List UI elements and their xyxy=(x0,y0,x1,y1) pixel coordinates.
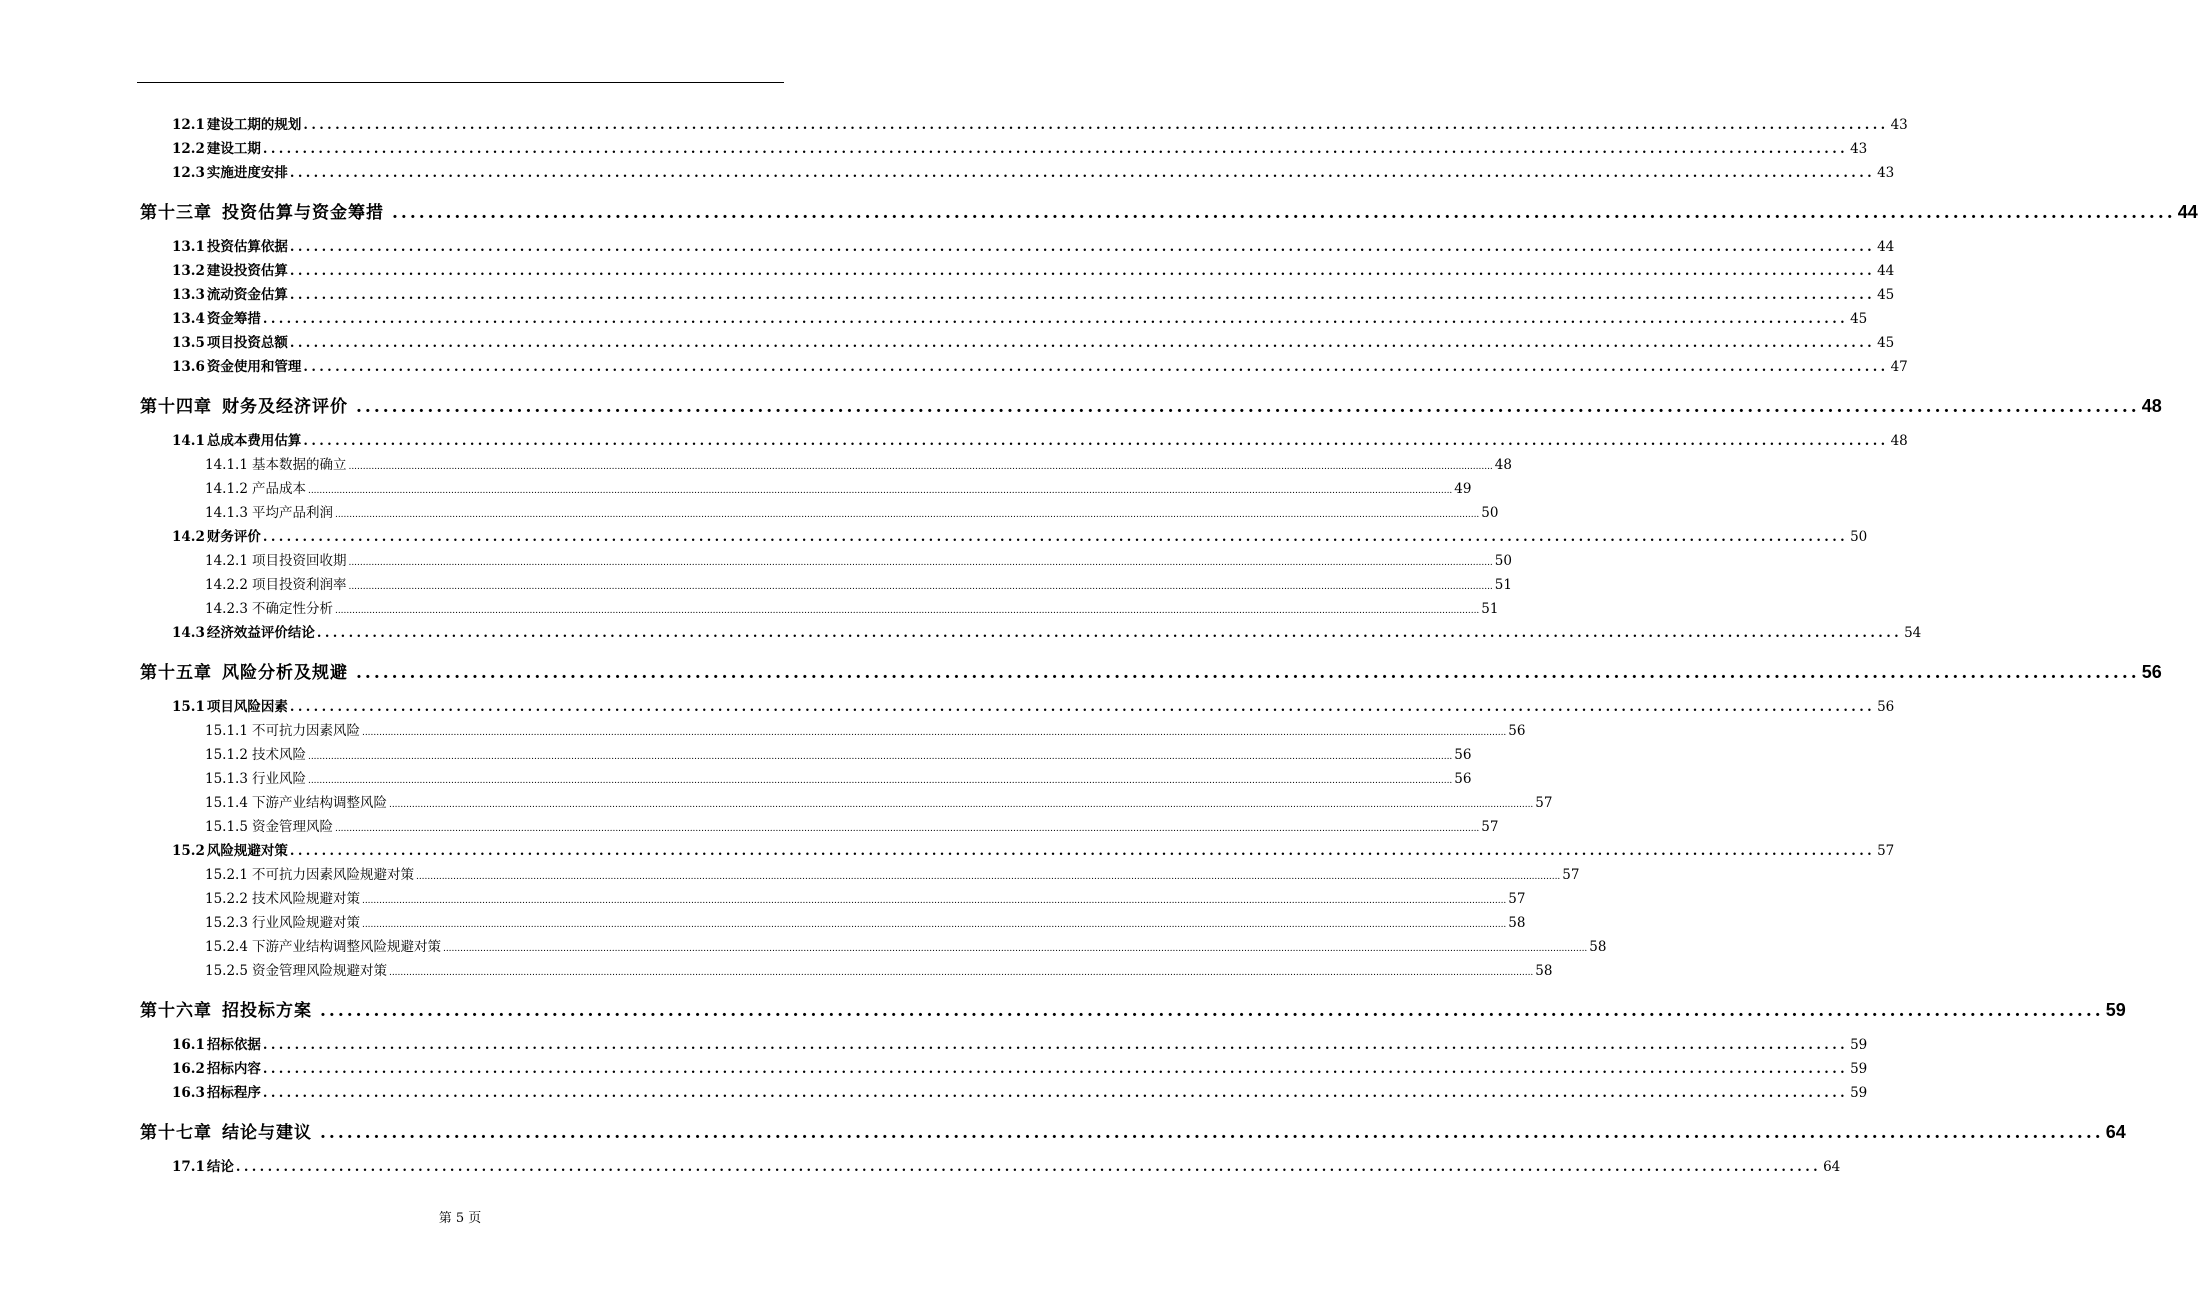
toc-entry-number: 第十七章 xyxy=(140,1123,212,1143)
toc-entry-number: 16.3 xyxy=(172,1085,205,1101)
toc-entry-sec[interactable] xyxy=(172,1057,1868,1077)
toc-entry-number: 15.1.3 xyxy=(205,771,248,787)
toc-dot-leader: ................................................................................................................................................................................................................................................................................................................................................................................................................ xyxy=(361,920,1507,930)
toc-dot-leader: ................................................................................................................................................................................................................................................................................................................................................................................................................ xyxy=(334,824,1480,834)
toc-entry-sec[interactable] xyxy=(172,259,1895,279)
toc-entry-sec[interactable] xyxy=(172,1033,1868,1053)
toc-dot-leader: ................................................................................................................................................................................................................................................................................................................................................................................................................ xyxy=(307,776,1453,786)
toc-page-number: 45 xyxy=(1877,287,1895,303)
toc-entry-sec[interactable] xyxy=(172,331,1895,351)
toc-entry-number: 13.2 xyxy=(172,263,205,279)
toc-entry-label xyxy=(205,959,387,979)
toc-dot-leader: ................................................................................................................................................................................................................................................................................................................................................................................................................ xyxy=(361,896,1507,906)
toc-entry-title: 资金管理风险 xyxy=(251,819,333,835)
toc-entry-sub[interactable] xyxy=(205,477,1472,497)
toc-page-number: 59 xyxy=(1850,1061,1868,1077)
toc-page-number: 59 xyxy=(1850,1037,1868,1053)
toc-entry-number: 14.3 xyxy=(172,625,205,641)
toc-entry-number: 第十五章 xyxy=(140,663,212,683)
toc-dot-leader: ........................................................................................................................................................................................................ xyxy=(289,264,1876,279)
toc-page-number: 59 xyxy=(2105,1000,2126,1020)
toc-entry-label xyxy=(140,198,384,223)
toc-entry-number: 14.2.1 xyxy=(205,553,248,569)
toc-entry-number: 13.5 xyxy=(172,335,205,351)
toc-entry-title: 资金筹措 xyxy=(206,311,261,327)
toc-dot-leader: ................................................................................................................................................................................................................................................................................................................................................................................................................ xyxy=(361,728,1507,738)
toc-dot-leader: ........................................................................................................................................................................................................ xyxy=(262,1038,1849,1053)
toc-entry-title: 财务及经济评价 xyxy=(222,397,348,417)
toc-entry-label xyxy=(172,331,288,351)
toc-entry-title: 行业风险规避对策 xyxy=(251,915,360,931)
toc-page-number: 57 xyxy=(1535,795,1553,811)
toc-entry-title: 下游产业结构调整风险规避对策 xyxy=(251,939,441,955)
toc-dot-leader: ........................................................................................................................................................................................................ xyxy=(262,312,1849,327)
toc-page-number: 58 xyxy=(1589,939,1607,955)
toc-entry-label xyxy=(172,695,288,715)
toc-entry-label xyxy=(172,235,288,255)
toc-entry-sec[interactable] xyxy=(172,161,1895,181)
toc-entry-sub[interactable] xyxy=(205,935,1607,955)
toc-entry-sub[interactable] xyxy=(205,863,1580,883)
toc-dot-leader: ........................................................................................................................................................................................................ xyxy=(320,1001,2104,1021)
toc-entry-ch[interactable] xyxy=(140,392,2162,418)
toc-page-number: 51 xyxy=(1494,577,1512,593)
toc-page-number: 57 xyxy=(1877,843,1895,859)
toc-entry-number: 17.1 xyxy=(172,1159,205,1175)
toc-entry-label xyxy=(205,719,360,739)
toc-page-number: 44 xyxy=(2177,202,2198,222)
toc-dot-leader: ........................................................................................................................................................................................................ xyxy=(289,166,1876,181)
toc-entry-number: 15.2.3 xyxy=(205,915,248,931)
toc-dot-leader: ........................................................................................................................................................................................................ xyxy=(303,118,1889,133)
toc-entry-label xyxy=(172,307,261,327)
toc-entry-label xyxy=(205,477,306,497)
toc-entry-label xyxy=(172,1081,261,1101)
toc-entry-title: 项目投资总额 xyxy=(206,335,288,351)
toc-entry-sub[interactable] xyxy=(205,501,1499,521)
toc-dot-leader: ................................................................................................................................................................................................................................................................................................................................................................................................................ xyxy=(307,486,1453,496)
toc-entry-number: 15.1.5 xyxy=(205,819,248,835)
page-number-footer: 第 5 页 xyxy=(438,1211,482,1226)
toc-entry-title: 项目投资回收期 xyxy=(251,553,347,569)
toc-entry-title: 建设工期的规划 xyxy=(206,117,302,133)
toc-entry-label xyxy=(205,743,306,763)
toc-entry-title: 结论 xyxy=(206,1159,234,1175)
toc-entry-title: 建设投资估算 xyxy=(206,263,288,279)
toc-dot-leader: ........................................................................................................................................................................................................ xyxy=(262,530,1849,545)
toc-entry-label xyxy=(172,355,301,375)
toc-page-number: 54 xyxy=(1904,625,1922,641)
toc-dot-leader: ........................................................................................................................................................................................................ xyxy=(303,434,1889,449)
toc-page-number: 56 xyxy=(1454,771,1472,787)
toc-entry-title: 招投标方案 xyxy=(222,1001,312,1021)
toc-entry-number: 15.2 xyxy=(172,843,205,859)
toc-entry-number: 15.1.1 xyxy=(205,723,248,739)
toc-entry-label xyxy=(205,767,306,787)
toc-page-number: 56 xyxy=(1877,699,1895,715)
toc-entry-title: 项目投资利润率 xyxy=(251,577,347,593)
toc-entry-title: 招标依据 xyxy=(206,1037,261,1053)
toc-entry-title: 产品成本 xyxy=(251,481,306,497)
toc-page-number: 59 xyxy=(1850,1085,1868,1101)
toc-page-number: 58 xyxy=(1508,915,1526,931)
toc-dot-leader: ........................................................................................................................................................................................................ xyxy=(289,844,1876,859)
toc-entry-label xyxy=(205,791,387,811)
toc-entry-title: 投资估算依据 xyxy=(206,239,288,255)
toc-page-number: 44 xyxy=(1877,263,1895,279)
toc-page-number: 64 xyxy=(2105,1122,2126,1142)
toc-dot-leader: ................................................................................................................................................................................................................................................................................................................................................................................................................ xyxy=(334,606,1480,616)
toc-page-number: 45 xyxy=(1850,311,1868,327)
toc-entry-number: 12.2 xyxy=(172,141,205,157)
toc-page-number: 57 xyxy=(1508,891,1526,907)
toc-entry-label xyxy=(172,429,301,449)
toc-entry-sec[interactable] xyxy=(172,113,1908,133)
toc-entry-label xyxy=(172,839,288,859)
toc-dot-leader: ................................................................................................................................................................................................................................................................................................................................................................................................................ xyxy=(442,944,1588,954)
toc-entry-sec[interactable] xyxy=(172,235,1895,255)
toc-entry-label xyxy=(172,1155,234,1175)
toc-page-number: 48 xyxy=(1494,457,1512,473)
toc-page-number: 64 xyxy=(1823,1159,1841,1175)
toc-entry-title: 总成本费用估算 xyxy=(206,433,302,449)
toc-entry-number: 第十三章 xyxy=(140,203,212,223)
toc-entry-title: 风险规避对策 xyxy=(206,843,288,859)
toc-entry-label xyxy=(140,392,348,417)
toc-dot-leader: ........................................................................................................................................................................................................ xyxy=(320,1123,2104,1143)
toc-dot-leader: ........................................................................................................................................................................................................ xyxy=(235,1160,1822,1175)
toc-page-number: 43 xyxy=(1890,117,1908,133)
toc-entry-number: 12.1 xyxy=(172,117,205,133)
toc-entry-sec[interactable] xyxy=(172,1081,1868,1101)
toc-entry-label xyxy=(172,113,301,133)
toc-entry-sec[interactable] xyxy=(172,695,1895,715)
toc-entry-sec[interactable] xyxy=(172,525,1868,545)
toc-entry-title: 投资估算与资金筹措 xyxy=(222,203,384,223)
toc-page-number: 45 xyxy=(1877,335,1895,351)
toc-entry-label xyxy=(205,573,346,593)
toc-page-number: 47 xyxy=(1890,359,1908,375)
toc-dot-leader: ................................................................................................................................................................................................................................................................................................................................................................................................................ xyxy=(348,462,1493,472)
toc-entry-sub[interactable] xyxy=(205,911,1526,931)
toc-entry-sub[interactable] xyxy=(205,597,1499,617)
toc-dot-leader: ................................................................................................................................................................................................................................................................................................................................................................................................................ xyxy=(348,558,1493,568)
toc-entry-title: 财务评价 xyxy=(206,529,261,545)
toc-page-number: 48 xyxy=(2141,396,2162,416)
toc-dot-leader: ........................................................................................................................................................................................................ xyxy=(303,360,1889,375)
toc-entry-number: 15.2.5 xyxy=(205,963,248,979)
toc-entry-number: 16.1 xyxy=(172,1037,205,1053)
toc-dot-leader: ........................................................................................................................................................................................................ xyxy=(289,288,1876,303)
toc-entry-number: 15.1.2 xyxy=(205,747,248,763)
toc-page-number: 56 xyxy=(2141,662,2162,682)
toc-entry-ch[interactable] xyxy=(140,1118,2126,1144)
toc-entry-label xyxy=(172,161,288,181)
toc-dot-leader: ................................................................................................................................................................................................................................................................................................................................................................................................................ xyxy=(415,872,1561,882)
toc-entry-sub[interactable] xyxy=(205,549,1512,569)
toc-page-number: 56 xyxy=(1508,723,1526,739)
toc-entry-label xyxy=(205,935,441,955)
toc-entry-title: 结论与建议 xyxy=(222,1123,312,1143)
toc-entry-title: 平均产品利润 xyxy=(251,505,333,521)
toc-entry-number: 15.2.1 xyxy=(205,867,248,883)
toc-dot-leader: ........................................................................................................................................................................................................ xyxy=(392,203,2176,223)
toc-entry-number: 13.1 xyxy=(172,239,205,255)
toc-entry-number: 15.1 xyxy=(172,699,205,715)
toc-dot-leader: ................................................................................................................................................................................................................................................................................................................................................................................................................ xyxy=(388,968,1534,978)
toc-entry-label xyxy=(172,525,261,545)
toc-page-number: 50 xyxy=(1481,505,1499,521)
toc-dot-leader: ................................................................................................................................................................................................................................................................................................................................................................................................................ xyxy=(307,752,1453,762)
toc-entry-sec[interactable] xyxy=(172,1155,1841,1175)
toc-entry-sub[interactable] xyxy=(205,573,1512,593)
toc-entry-label xyxy=(172,621,315,641)
toc-entry-sub[interactable] xyxy=(205,719,1526,739)
toc-entry-label xyxy=(172,1033,261,1053)
toc-entry-sub[interactable] xyxy=(205,815,1499,835)
toc-entry-label xyxy=(205,863,414,883)
toc-entry-sub[interactable] xyxy=(205,743,1472,763)
toc-entry-number: 第十四章 xyxy=(140,397,212,417)
toc-page-number: 44 xyxy=(1877,239,1895,255)
toc-entry-sec[interactable] xyxy=(172,355,1908,375)
toc-page-number: 50 xyxy=(1494,553,1512,569)
toc-page-number: 43 xyxy=(1877,165,1895,181)
toc-page-number: 48 xyxy=(1890,433,1908,449)
toc-dot-leader: ........................................................................................................................................................................................................ xyxy=(262,1062,1849,1077)
toc-page-number: 57 xyxy=(1481,819,1499,835)
toc-dot-leader: ........................................................................................................................................................................................................ xyxy=(289,240,1876,255)
toc-dot-leader: ........................................................................................................................................................................................................ xyxy=(289,700,1876,715)
toc-entry-title: 招标程序 xyxy=(206,1085,261,1101)
toc-entry-label xyxy=(172,259,288,279)
toc-entry-label xyxy=(172,283,288,303)
toc-entry-sec[interactable] xyxy=(172,307,1868,327)
toc-page-number: 57 xyxy=(1562,867,1580,883)
toc-page-number: 43 xyxy=(1850,141,1868,157)
toc-entry-number: 14.1.1 xyxy=(205,457,248,473)
toc-dot-leader: ........................................................................................................................................................................................................ xyxy=(289,336,1876,351)
toc-dot-leader: ........................................................................................................................................................................................................ xyxy=(262,1086,1849,1101)
toc-entry-label xyxy=(140,1118,312,1143)
toc-entry-title: 经济效益评价结论 xyxy=(206,625,315,641)
toc-entry-title: 基本数据的确立 xyxy=(251,457,347,473)
toc-entry-label xyxy=(172,137,261,157)
toc-entry-ch[interactable] xyxy=(140,198,2198,224)
toc-entry-title: 建设工期 xyxy=(206,141,261,157)
toc-entry-sub[interactable] xyxy=(205,767,1472,787)
toc-entry-title: 技术风险规避对策 xyxy=(251,891,360,907)
toc-entry-ch[interactable] xyxy=(140,996,2126,1022)
toc-entry-label xyxy=(140,996,312,1021)
toc-entry-title: 下游产业结构调整风险 xyxy=(251,795,387,811)
toc-entry-number: 14.1.2 xyxy=(205,481,248,497)
toc-dot-leader: ........................................................................................................................................................................................................ xyxy=(262,142,1849,157)
toc-dot-leader: ................................................................................................................................................................................................................................................................................................................................................................................................................ xyxy=(348,582,1493,592)
toc-entry-number: 12.3 xyxy=(172,165,205,181)
toc-entry-sub[interactable] xyxy=(205,887,1526,907)
toc-entry-sec[interactable] xyxy=(172,283,1895,303)
toc-entry-label xyxy=(205,887,360,907)
toc-entry-label xyxy=(172,1057,261,1077)
toc-entry-label xyxy=(205,453,346,473)
toc-entry-sub[interactable] xyxy=(205,453,1512,473)
toc-entry-number: 第十六章 xyxy=(140,1001,212,1021)
toc-page-number: 50 xyxy=(1850,529,1868,545)
toc-entry-label xyxy=(205,911,360,931)
toc-entry-label xyxy=(205,597,333,617)
toc-entry-title: 招标内容 xyxy=(206,1061,261,1077)
toc-entry-title: 不可抗力因素风险 xyxy=(251,723,360,739)
toc-dot-leader: ........................................................................................................................................................................................................ xyxy=(316,626,1903,641)
toc-page-number: 51 xyxy=(1481,601,1499,617)
toc-entry-label xyxy=(205,815,333,835)
toc-entry-title: 不可抗力因素风险规避对策 xyxy=(251,867,414,883)
toc-entry-sec[interactable] xyxy=(172,137,1868,157)
toc-entry-label xyxy=(205,501,333,521)
toc-entry-sec[interactable] xyxy=(172,429,1908,449)
toc-entry-number: 16.2 xyxy=(172,1061,205,1077)
toc-entry-sec[interactable] xyxy=(172,839,1895,859)
toc-entry-title: 项目风险因素 xyxy=(206,699,288,715)
toc-entry-title: 不确定性分析 xyxy=(251,601,333,617)
toc-dot-leader: ........................................................................................................................................................................................................ xyxy=(356,397,2140,417)
toc-entry-number: 15.2.2 xyxy=(205,891,248,907)
toc-entry-sub[interactable] xyxy=(205,791,1553,811)
toc-page-number: 56 xyxy=(1454,747,1472,763)
toc-entry-number: 15.2.4 xyxy=(205,939,248,955)
toc-entry-sec[interactable] xyxy=(172,621,1922,641)
toc-entry-number: 14.2.2 xyxy=(205,577,248,593)
toc-entry-number: 14.2 xyxy=(172,529,205,545)
toc-entry-sub[interactable] xyxy=(205,959,1553,979)
toc-dot-leader: ................................................................................................................................................................................................................................................................................................................................................................................................................ xyxy=(388,800,1534,810)
toc-dot-leader: ........................................................................................................................................................................................................ xyxy=(356,663,2140,683)
toc-entry-number: 15.1.4 xyxy=(205,795,248,811)
toc-entry-title: 行业风险 xyxy=(251,771,306,787)
toc-entry-title: 资金使用和管理 xyxy=(206,359,302,375)
toc-entry-title: 实施进度安排 xyxy=(206,165,288,181)
toc-entry-ch[interactable] xyxy=(140,658,2162,684)
toc-entry-number: 13.6 xyxy=(172,359,205,375)
toc-page-number: 58 xyxy=(1535,963,1553,979)
toc-entry-title: 技术风险 xyxy=(251,747,306,763)
toc-entry-number: 14.1.3 xyxy=(205,505,248,521)
toc-entry-label xyxy=(140,658,348,683)
toc-entry-number: 13.3 xyxy=(172,287,205,303)
toc-entry-number: 13.4 xyxy=(172,311,205,327)
toc-entry-title: 风险分析及规避 xyxy=(222,663,348,683)
toc-entry-title: 流动资金估算 xyxy=(206,287,288,303)
toc-page-number: 49 xyxy=(1454,481,1472,497)
toc-entry-number: 14.2.3 xyxy=(205,601,248,617)
toc-entry-title: 资金管理风险规避对策 xyxy=(251,963,387,979)
toc-entry-number: 14.1 xyxy=(172,433,205,449)
toc-entry-label xyxy=(205,549,346,569)
toc-dot-leader: ................................................................................................................................................................................................................................................................................................................................................................................................................ xyxy=(334,510,1480,520)
